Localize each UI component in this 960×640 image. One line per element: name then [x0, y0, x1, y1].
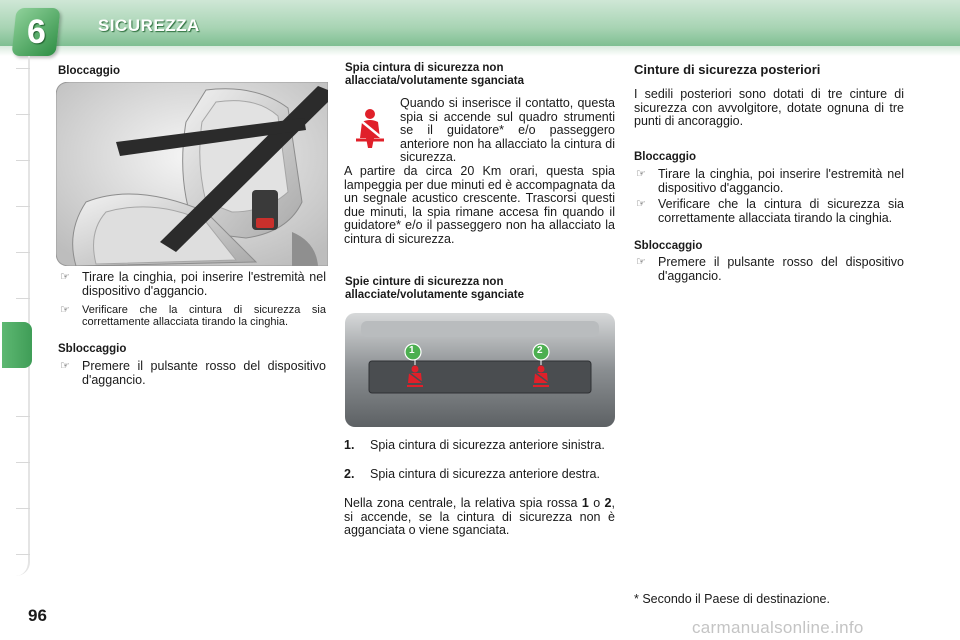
right-bullet-lock-1: ☞ Tirare la cinghia, poi inserire l'estremità nel dispositivo d'aggancio. — [636, 167, 904, 195]
left-bullet-lock-1: ☞ Tirare la cinghia, poi inserire l'estremità nel dispositivo d'aggancio. — [60, 270, 326, 298]
pointing-hand-icon: ☞ — [636, 168, 646, 180]
right-intro: I sedili posteriori sono dotati di tre cinture di sicurezza con avvolgitore, dotate ognuna di tre punti di ancoraggio. — [634, 87, 904, 128]
callout-2: 2 — [537, 345, 543, 356]
page-number: 96 — [28, 606, 47, 625]
left-bullet-lock-2: ☞ Verificare che la cintura di sicurezza sia correttamente allacciata tirando la cinghia. — [60, 304, 326, 328]
section-title: SICUREZZA — [98, 16, 200, 35]
tab-divider — [16, 554, 30, 555]
tab-divider — [16, 160, 30, 161]
tab-divider — [16, 68, 30, 69]
left-heading-lock: Bloccaggio — [58, 65, 120, 77]
watermark: carmanualsonline.info — [692, 618, 864, 637]
middle-speed-paragraph: A partire da circa 20 Km orari, questa spia lampeggia per due minuti ed è accompagnata da un segnale acustico crescente. Trascorsi questi due minuti, la spia rimane accesa fin quando il guidatore* e/o il passeggero non ha allacciato la cintura di sicurezza. — [344, 164, 616, 246]
right-heading-lock: Bloccaggio — [634, 151, 696, 163]
seat-image-svg — [56, 82, 328, 266]
warning-lights-panel — [345, 313, 615, 427]
middle-heading-warning-single: Spia cintura di sicurezza non allacciata/volutamente sganciata — [345, 62, 524, 87]
right-heading-unlock: Sbloccaggio — [634, 240, 703, 252]
left-bullet-unlock-1: ☞ Premere il pulsante rosso del dispositivo d'aggancio. — [60, 359, 326, 387]
chapter-badge — [11, 8, 60, 56]
pointing-hand-icon: ☞ — [60, 271, 70, 283]
callout-1: 1 — [409, 345, 415, 356]
right-bullet-lock-2: ☞ Verificare che la cintura di sicurezza sia correttamente allacciata tirando la cinghia. — [636, 197, 904, 225]
tab-divider — [16, 508, 30, 509]
chapter-number: 6 — [26, 12, 46, 51]
central-zone-paragraph: Nella zona centrale, la relativa spia rossa 1 o 2, si accende, se la cintura di sicurezza non è agganciata o viene sganciata. — [344, 496, 615, 537]
middle-warning-single-text: Quando si inserisce il contatto, questa spia si accende sul quadro strumenti se il guidatore* e/o passeggero anteriore non ha allacciato la cintura di sicurezza. — [400, 96, 615, 164]
numbered-item-1: 1. Spia cintura di sicurezza anteriore sinistra. — [344, 438, 605, 452]
right-heading: Cinture di sicurezza posteriori — [634, 62, 821, 77]
right-bullet-unlock-1: ☞ Premere il pulsante rosso del dispositivo d'aggancio. — [636, 255, 904, 283]
seatbelt-warning-icon — [352, 108, 388, 148]
side-tab-rail — [0, 56, 30, 576]
middle-heading-warning-multi: Spie cinture di sicurezza non allacciate/volutamente sganciate — [345, 276, 524, 301]
numbered-item-2: 2. Spia cintura di sicurezza anteriore destra. — [344, 467, 600, 481]
active-chapter-tab[interactable] — [2, 322, 32, 368]
pointing-hand-icon: ☞ — [636, 198, 646, 210]
seat-belt-illustration — [56, 82, 328, 266]
tab-divider — [16, 252, 30, 253]
tab-divider — [16, 416, 30, 417]
pointing-hand-icon: ☞ — [60, 304, 70, 316]
left-heading-unlock: Sbloccaggio — [58, 343, 127, 355]
header-shadow — [0, 46, 960, 56]
tab-divider — [16, 462, 30, 463]
tab-divider — [16, 298, 30, 299]
pointing-hand-icon: ☞ — [60, 360, 70, 372]
pointing-hand-icon: ☞ — [636, 256, 646, 268]
tab-divider — [16, 114, 30, 115]
footnote: * Secondo il Paese di destinazione. — [634, 592, 830, 606]
tab-divider — [16, 206, 30, 207]
